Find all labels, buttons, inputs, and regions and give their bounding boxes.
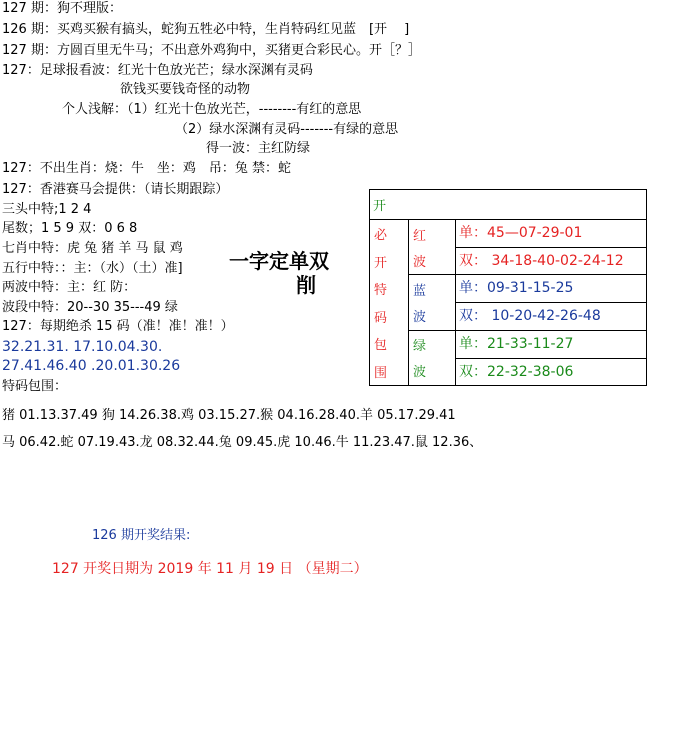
wave-char: 绿 bbox=[413, 339, 427, 355]
wave-char: 红 bbox=[413, 228, 427, 244]
green-wave-numbers bbox=[456, 330, 647, 385]
double-row: 双： 34-18-40-02-24-12 bbox=[459, 253, 624, 270]
side-char: 开 bbox=[374, 255, 388, 271]
wave-char: 波 bbox=[413, 365, 427, 381]
text-line: 三头中特;1 2 4 bbox=[2, 202, 92, 217]
text-line: 波段中特：20--30 35---49 绿 bbox=[2, 300, 178, 315]
wave-char: 蓝 bbox=[413, 283, 427, 299]
headline-line1: 一字定单双 bbox=[229, 249, 329, 273]
blue-wave-label bbox=[409, 275, 456, 330]
zodiac-numbers-row: 马 06.42.蛇 07.19.43.龙 08.32.44.兔 09.45.虎 10.46.牛 11.23.47.鼠 12.36、 bbox=[2, 435, 483, 450]
single-row: 单：45—07-29-01 bbox=[456, 220, 646, 248]
text-line: 五行中特：：主：（水）（土）准] bbox=[2, 261, 183, 276]
text-line: 126 期：买鸡买猴有搞头，蛇狗五牲必中特，生肖特码红见蓝 [开 ] bbox=[2, 22, 410, 37]
side-char: 包 bbox=[374, 338, 388, 354]
single-row: 单：09-31-15-25 bbox=[456, 275, 646, 303]
double-row: 双：22-32-38-06 bbox=[459, 363, 574, 380]
title-line: 127 期：狗不理版： bbox=[2, 1, 122, 16]
text-line: 127：不出生肖：烧：牛 坐：鸡 吊：兔 禁：蛇 bbox=[2, 161, 291, 176]
text-line: 127：每期绝杀 15 码（准！准！准！） bbox=[2, 319, 234, 334]
text-line: （2）绿水深渊有灵码-------有绿的意思 bbox=[175, 122, 399, 137]
side-label bbox=[370, 220, 409, 386]
headline-line2: 削 bbox=[296, 273, 316, 297]
red-wave-label bbox=[409, 220, 456, 275]
color-wave-table bbox=[369, 189, 647, 386]
side-char: 特 bbox=[374, 283, 388, 299]
green-wave-label bbox=[409, 330, 456, 385]
text-line: 尾数；1 5 9 双：0 6 8 bbox=[2, 221, 138, 236]
blue-wave-numbers bbox=[456, 275, 647, 330]
side-char: 码 bbox=[374, 310, 388, 326]
single-row: 单：21-33-11-27 bbox=[456, 331, 646, 359]
text-line: 欲钱买要钱奇怪的动物 bbox=[120, 82, 251, 97]
text-line: 个人浅解：（1）红光十色放光芒，--------有红的意思 bbox=[62, 102, 362, 117]
open-cell: 开 bbox=[370, 190, 647, 220]
text-line: 127：香港赛马会提供：（请长期跟踪） bbox=[2, 182, 229, 197]
text-line: 两波中特：主：红 防： bbox=[2, 280, 137, 295]
side-char: 围 bbox=[374, 365, 388, 381]
zodiac-numbers-row: 猪 01.13.37.49 狗 14.26.38.鸡 03.15.27.猴 04.16.28.40.羊 05.17.29.41 bbox=[2, 408, 456, 423]
wave-char: 波 bbox=[413, 254, 427, 270]
text-line: 七肖中特：虎 兔 猪 羊 马 鼠 鸡 bbox=[2, 241, 183, 256]
text-line: 127 期：方圆百里无牛马；不出意外鸡狗中，买猪更合彩民心。开［？］ bbox=[2, 43, 421, 58]
text-line: 得一波：主红防绿 bbox=[206, 141, 311, 156]
result-title: 126 期开奖结果: bbox=[92, 528, 191, 543]
text-line: 特码包围： bbox=[2, 379, 68, 394]
draw-date: 127 开奖日期为 2019 年 11 月 19 日 （星期二） bbox=[52, 561, 368, 577]
wave-char: 波 bbox=[413, 309, 427, 325]
side-char: 必 bbox=[374, 228, 388, 244]
number-line: 32.21.31. 17.10.04.30. bbox=[2, 339, 163, 355]
double-row: 双： 10-20-42-26-48 bbox=[459, 308, 601, 325]
red-wave-numbers bbox=[456, 220, 647, 275]
text-line: 127：足球报看波：红光十色放光芒；绿水深渊有灵码 bbox=[2, 63, 313, 78]
number-line: 27.41.46.40 .20.01.30.26 bbox=[2, 358, 181, 374]
